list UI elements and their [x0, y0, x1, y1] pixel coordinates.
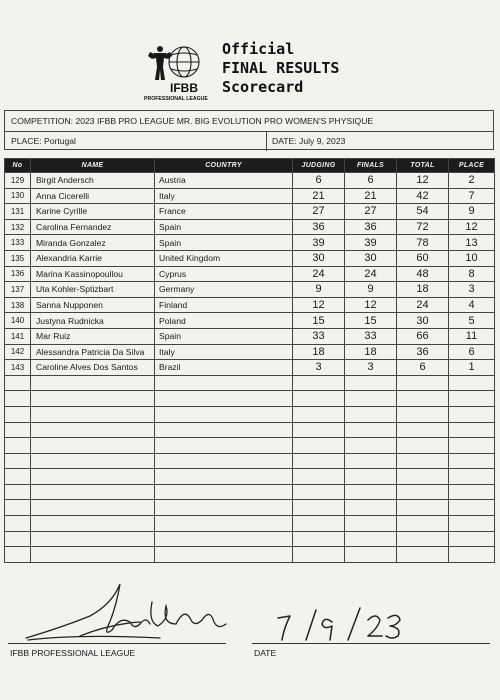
competitor-name — [31, 406, 155, 422]
competitor-country: Cyprus — [155, 266, 293, 282]
competitor-country — [155, 500, 293, 516]
total-score — [397, 422, 449, 438]
total-score: 48 — [397, 266, 449, 282]
total-score — [397, 375, 449, 391]
finals-score: 21 — [345, 188, 397, 204]
judging-score — [293, 453, 345, 469]
placing — [449, 453, 495, 469]
handwritten-date — [262, 600, 412, 646]
judging-score: 18 — [293, 344, 345, 360]
judging-score — [293, 391, 345, 407]
competitor-name: Justyna Rudnicka — [31, 313, 155, 329]
header-place: PLACE — [449, 159, 495, 173]
competitor-number: 130 — [5, 188, 31, 204]
header-no: No — [5, 159, 31, 173]
date-field: DATE: July 9, 2023 — [272, 136, 346, 146]
total-score: 18 — [397, 282, 449, 298]
competitor-country — [155, 391, 293, 407]
placing: 7 — [449, 188, 495, 204]
placing — [449, 469, 495, 485]
placing: 2 — [449, 173, 495, 189]
competitor-number: 143 — [5, 360, 31, 376]
table-row — [5, 344, 495, 360]
results-table-body — [5, 173, 495, 563]
judging-score — [293, 516, 345, 532]
placing — [449, 516, 495, 532]
place-field: PLACE: Portugal — [11, 136, 76, 146]
finals-score — [345, 500, 397, 516]
table-row — [5, 297, 495, 313]
judging-score: 21 — [293, 188, 345, 204]
table-header-row — [5, 159, 495, 173]
table-row — [5, 360, 495, 376]
judging-score — [293, 375, 345, 391]
competitor-name — [31, 531, 155, 547]
competitor-name — [31, 500, 155, 516]
total-score — [397, 484, 449, 500]
competitor-name: Alexandria Karrie — [31, 250, 155, 266]
table-row — [5, 438, 495, 454]
judging-score: 6 — [293, 173, 345, 189]
competitor-country: Italy — [155, 188, 293, 204]
competitor-number: 142 — [5, 344, 31, 360]
finals-score: 12 — [345, 297, 397, 313]
competitor-country: Italy — [155, 344, 293, 360]
finals-score: 30 — [345, 250, 397, 266]
total-score: 78 — [397, 235, 449, 251]
table-row — [5, 282, 495, 298]
total-score — [397, 453, 449, 469]
placing — [449, 375, 495, 391]
table-row — [5, 484, 495, 500]
date-line — [252, 643, 490, 644]
table-row — [5, 469, 495, 485]
competitor-number: 132 — [5, 219, 31, 235]
finals-score: 3 — [345, 360, 397, 376]
finals-score: 33 — [345, 328, 397, 344]
total-score: 42 — [397, 188, 449, 204]
total-score — [397, 500, 449, 516]
competition-field: COMPETITION: 2023 IFBB PRO LEAGUE MR. BIG EVOLUTION PRO WOMEN'S PHYSIQUE — [11, 116, 374, 126]
placing: 9 — [449, 204, 495, 220]
competitor-country — [155, 469, 293, 485]
judging-score — [293, 547, 345, 563]
placing — [449, 422, 495, 438]
placing: 3 — [449, 282, 495, 298]
competitor-name: Birgit Andersch — [31, 173, 155, 189]
finals-score — [345, 438, 397, 454]
finals-score: 9 — [345, 282, 397, 298]
header-country: COUNTRY — [155, 159, 293, 173]
competitor-number: 135 — [5, 250, 31, 266]
finals-score: 27 — [345, 204, 397, 220]
placing: 4 — [449, 297, 495, 313]
competitor-country: Germany — [155, 282, 293, 298]
title-line-2: FINAL RESULTS — [222, 59, 340, 77]
table-row — [5, 422, 495, 438]
placing — [449, 500, 495, 516]
competitor-number — [5, 531, 31, 547]
table-row — [5, 547, 495, 563]
finals-score — [345, 469, 397, 485]
total-score: 12 — [397, 173, 449, 189]
competitor-country — [155, 422, 293, 438]
competitor-name — [31, 422, 155, 438]
competitor-country: Finland — [155, 297, 293, 313]
competitor-number: 141 — [5, 328, 31, 344]
total-score: 66 — [397, 328, 449, 344]
header-finals: FINALS — [345, 159, 397, 173]
finals-score — [345, 422, 397, 438]
total-score: 36 — [397, 344, 449, 360]
competitor-number: 129 — [5, 173, 31, 189]
competitor-country: Brazil — [155, 360, 293, 376]
competitor-number: 137 — [5, 282, 31, 298]
competitor-number: 140 — [5, 313, 31, 329]
competitor-number — [5, 453, 31, 469]
total-score — [397, 469, 449, 485]
competitor-number — [5, 516, 31, 532]
placing — [449, 438, 495, 454]
table-row — [5, 250, 495, 266]
table-row — [5, 406, 495, 422]
total-score — [397, 531, 449, 547]
total-score — [397, 516, 449, 532]
finals-score — [345, 406, 397, 422]
competitor-country: Austria — [155, 173, 293, 189]
judging-score: 27 — [293, 204, 345, 220]
scorecard-title — [222, 40, 339, 97]
competitor-name: Mar Ruiz — [31, 328, 155, 344]
placing: 6 — [449, 344, 495, 360]
date-label: DATE — [254, 648, 277, 658]
table-row — [5, 173, 495, 189]
competitor-country — [155, 547, 293, 563]
judging-score — [293, 406, 345, 422]
finals-score — [345, 531, 397, 547]
competitor-name: Sanna Nupponen — [31, 297, 155, 313]
competitor-name — [31, 438, 155, 454]
placing — [449, 391, 495, 407]
competitor-name: Marina Kassinopoullou — [31, 266, 155, 282]
judging-score — [293, 422, 345, 438]
placing: 11 — [449, 328, 495, 344]
placing: 1 — [449, 360, 495, 376]
judging-score: 30 — [293, 250, 345, 266]
competitor-country: United Kingdom — [155, 250, 293, 266]
judging-score — [293, 531, 345, 547]
placing — [449, 547, 495, 563]
placing: 5 — [449, 313, 495, 329]
competitor-country — [155, 484, 293, 500]
finals-score — [345, 484, 397, 500]
judging-score — [293, 484, 345, 500]
competitor-name: Caroline Alves Dos Santos — [31, 360, 155, 376]
table-row — [5, 204, 495, 220]
title-line-1: Official — [222, 40, 295, 58]
judging-score: 39 — [293, 235, 345, 251]
total-score: 6 — [397, 360, 449, 376]
competitor-country — [155, 453, 293, 469]
competitor-number — [5, 500, 31, 516]
table-row — [5, 313, 495, 329]
logo-text: IFBB — [170, 81, 198, 95]
finals-score — [345, 375, 397, 391]
placing: 13 — [449, 235, 495, 251]
competitor-country: Spain — [155, 328, 293, 344]
competitor-name — [31, 516, 155, 532]
table-row — [5, 266, 495, 282]
competitor-country: Spain — [155, 235, 293, 251]
table-row — [5, 219, 495, 235]
placing — [449, 484, 495, 500]
total-score: 54 — [397, 204, 449, 220]
competitor-number — [5, 406, 31, 422]
judging-score: 33 — [293, 328, 345, 344]
judging-score — [293, 438, 345, 454]
table-row — [5, 516, 495, 532]
finals-score: 39 — [345, 235, 397, 251]
competitor-name: Alessandra Patricia Da Silva — [31, 344, 155, 360]
table-row — [5, 375, 495, 391]
finals-score — [345, 516, 397, 532]
finals-score: 24 — [345, 266, 397, 282]
finals-score: 18 — [345, 344, 397, 360]
total-score: 24 — [397, 297, 449, 313]
total-score — [397, 406, 449, 422]
competitor-country: France — [155, 204, 293, 220]
finals-score: 6 — [345, 173, 397, 189]
table-row — [5, 500, 495, 516]
ifbb-logo — [140, 40, 216, 102]
competitor-name — [31, 547, 155, 563]
competitor-number — [5, 484, 31, 500]
judging-score: 15 — [293, 313, 345, 329]
signature-label: IFBB PROFESSIONAL LEAGUE — [10, 648, 136, 658]
results-table — [4, 158, 495, 563]
placing: 8 — [449, 266, 495, 282]
competitor-country — [155, 516, 293, 532]
competitor-name: Miranda Gonzalez — [31, 235, 155, 251]
competitor-number: 138 — [5, 297, 31, 313]
competitor-name — [31, 453, 155, 469]
competitor-number — [5, 422, 31, 438]
finals-score — [345, 547, 397, 563]
competitor-name: Karine Cyrille — [31, 204, 155, 220]
placing: 10 — [449, 250, 495, 266]
placing: 12 — [449, 219, 495, 235]
table-row — [5, 531, 495, 547]
total-score — [397, 547, 449, 563]
competitor-country — [155, 406, 293, 422]
competitor-number — [5, 547, 31, 563]
competitor-number — [5, 375, 31, 391]
table-row — [5, 235, 495, 251]
judging-score — [293, 469, 345, 485]
total-score: 30 — [397, 313, 449, 329]
competitor-number: 131 — [5, 204, 31, 220]
table-row — [5, 328, 495, 344]
judging-score — [293, 500, 345, 516]
finals-score: 15 — [345, 313, 397, 329]
table-row — [5, 453, 495, 469]
finals-score: 36 — [345, 219, 397, 235]
competitor-name — [31, 375, 155, 391]
header-judging: JUDGING — [293, 159, 345, 173]
competitor-number — [5, 469, 31, 485]
judging-score: 36 — [293, 219, 345, 235]
header-name: NAME — [31, 159, 155, 173]
competitor-country — [155, 375, 293, 391]
competitor-name — [31, 469, 155, 485]
logo-subtext: PROFESSIONAL LEAGUE — [144, 96, 208, 102]
finals-score — [345, 391, 397, 407]
total-score — [397, 438, 449, 454]
competitor-name: Carolina Fernandez — [31, 219, 155, 235]
finals-score — [345, 453, 397, 469]
signature — [20, 578, 230, 650]
competitor-name — [31, 484, 155, 500]
judging-score: 9 — [293, 282, 345, 298]
table-row — [5, 391, 495, 407]
judging-score: 12 — [293, 297, 345, 313]
competitor-number: 136 — [5, 266, 31, 282]
signature-line — [8, 643, 226, 644]
competitor-number — [5, 391, 31, 407]
competitor-country: Spain — [155, 219, 293, 235]
total-score: 60 — [397, 250, 449, 266]
placing — [449, 531, 495, 547]
competitor-name: Anna Cicerelli — [31, 188, 155, 204]
total-score — [397, 391, 449, 407]
header-total: TOTAL — [397, 159, 449, 173]
judging-score: 3 — [293, 360, 345, 376]
competitor-name — [31, 391, 155, 407]
competitor-country: Poland — [155, 313, 293, 329]
title-line-3: Scorecard — [222, 78, 304, 96]
total-score: 72 — [397, 219, 449, 235]
competitor-name: Uta Kohler-Sptizbart — [31, 282, 155, 298]
judging-score: 24 — [293, 266, 345, 282]
competitor-country — [155, 438, 293, 454]
table-row — [5, 188, 495, 204]
competition-info-box — [4, 110, 494, 150]
placing — [449, 406, 495, 422]
competitor-number — [5, 438, 31, 454]
competitor-country — [155, 531, 293, 547]
competitor-number: 133 — [5, 235, 31, 251]
